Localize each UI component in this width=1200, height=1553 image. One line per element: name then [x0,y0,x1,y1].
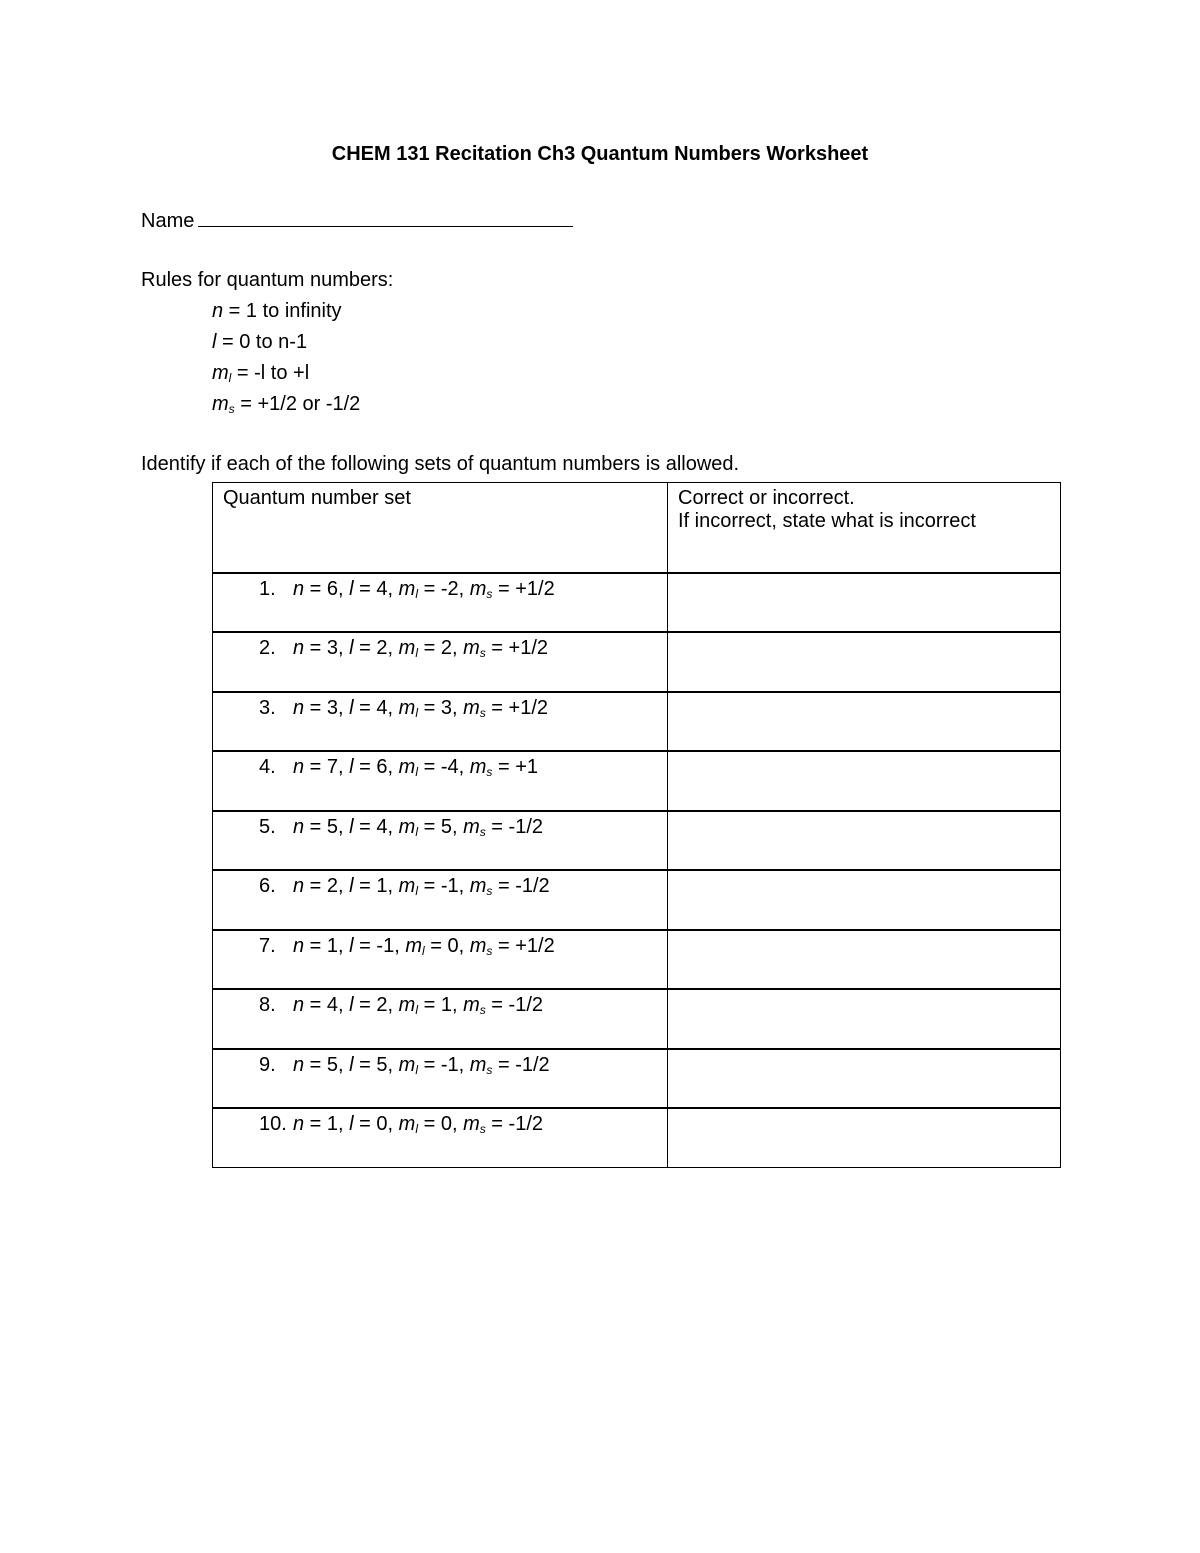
quantum-value: 1 [326,1113,339,1135]
operator-text: = [353,1053,377,1076]
subscript: s [479,1122,486,1136]
operator-text: = [418,577,441,600]
quantum-set-expression [293,1054,550,1076]
symbol-ms: m [469,934,487,957]
quantum-set-expression [293,578,555,600]
instruction-text: Identify if each of the following sets of quantum numbers is allowed. [141,453,740,475]
quantum-set-expression [293,697,548,719]
quantum-value: 2 [440,637,452,659]
symbol-l: l [349,875,354,897]
quantum-value: 4 [376,577,388,600]
quantum-value: +1/2 [515,934,555,957]
quantum-set-cell [213,930,668,990]
rule-symbol: m [212,362,229,384]
operator-text: , [338,577,350,600]
operator-text: , [458,934,470,957]
operator-text: , [451,637,464,659]
operator-text: , [387,994,399,1016]
rule-symbol: l [212,331,217,353]
rule-text: = -l to +l [231,362,310,384]
operator-text: = [353,875,377,897]
symbol-ms: m [463,637,480,659]
operator-text: , [458,1053,470,1076]
quantum-value: -1/2 [508,994,543,1016]
operator-text: , [458,756,470,778]
operator-text: , [338,815,350,838]
rule-ms [212,393,360,416]
table-row [213,1049,1061,1109]
quantum-value: 1 [440,994,452,1016]
quantum-set-cell [213,870,668,930]
table-row [213,632,1061,692]
quantum-value: -1 [440,1053,459,1076]
question-number: 3. [259,696,276,719]
answer-cell[interactable] [668,692,1061,752]
quantum-value: 0 [376,1113,388,1135]
symbol-n: n [293,696,305,719]
quantum-value: 0 [440,1113,452,1135]
table-row [213,870,1061,930]
symbol-n: n [293,934,305,957]
operator-text: = [418,815,441,838]
quantum-set-cell [213,751,668,811]
operator-text: = [353,815,377,838]
quantum-value: 3 [326,637,339,659]
operator-text: = [418,1053,441,1076]
symbol-l: l [349,815,354,838]
rule-n [212,300,342,323]
operator-text: , [451,1113,464,1135]
question-number: 1. [259,577,276,600]
quantum-value: 3 [440,696,452,719]
quantum-value: +1/2 [508,637,549,659]
quantum-set-cell [213,632,668,692]
operator-text: = [304,637,327,659]
symbol-l: l [349,1053,354,1076]
rule-text: = +1/2 or -1/2 [234,393,361,415]
operator-text: , [338,934,350,957]
subscript: l [415,824,419,839]
quantum-value: 1 [376,875,388,897]
operator-text: , [338,756,350,778]
quantum-value: 3 [326,696,339,719]
operator-text: = [304,994,327,1016]
symbol-ms: m [469,875,487,897]
operator-text: , [458,577,470,600]
symbol-ms: m [463,696,480,719]
name-field-row [141,206,573,233]
quantum-value: -1/2 [515,1053,550,1076]
symbol-l: l [349,934,354,957]
quantum-value: 6 [326,577,339,600]
quantum-set-expression [293,1113,543,1135]
operator-text: , [338,1053,350,1076]
answer-cell[interactable] [668,811,1061,871]
operator-text: , [387,875,399,897]
symbol-ml: m [398,815,416,838]
quantum-value: 5 [376,1053,388,1076]
operator-text: = [418,756,441,778]
rule-subscript: l [228,371,232,385]
quantum-value: -1/2 [515,875,550,897]
quantum-set-cell [213,573,668,633]
operator-text: , [387,696,399,719]
table-row [213,1108,1061,1168]
answer-cell[interactable] [668,1108,1061,1168]
quantum-value: 1 [326,934,339,957]
operator-text: = [485,637,509,659]
table-row [213,930,1061,990]
quantum-value: -2 [440,577,459,600]
question-number: 9. [259,1053,276,1076]
operator-text: , [451,994,464,1016]
quantum-set-expression [293,756,538,778]
rule-l [212,331,307,354]
quantum-set-expression [293,875,550,897]
quantum-value: -1/2 [508,1113,543,1135]
quantum-set-cell [213,811,668,871]
operator-text: , [387,637,399,659]
operator-text: = [485,696,509,719]
quantum-value: 5 [326,1053,339,1076]
symbol-ml: m [405,934,423,957]
answer-cell[interactable] [668,751,1061,811]
operator-text: = [353,577,377,600]
quantum-value: 4 [326,994,339,1016]
operator-text: = [485,815,509,838]
symbol-ms: m [463,815,480,838]
subscript: s [479,824,486,839]
question-number: 6. [259,875,276,897]
operator-text: = [418,994,441,1016]
quantum-set-cell [213,1049,668,1109]
subscript: l [415,765,419,779]
quantum-value: +1/2 [515,577,555,600]
operator-text: , [458,875,470,897]
quantum-value: -4 [440,756,459,778]
operator-text: = [353,756,377,778]
quantum-value: 2 [326,875,339,897]
symbol-ms: m [469,756,487,778]
header-correct-incorrect [668,483,1061,573]
quantum-value: 4 [376,815,388,838]
quantum-value: -1/2 [508,815,543,838]
quantum-value: 2 [376,637,388,659]
quantum-set-cell [213,692,668,752]
header-line-1: Correct or incorrect. [678,487,855,509]
quantum-set-cell [213,989,668,1049]
quantum-set-cell [213,1108,668,1168]
operator-text: = [418,1113,441,1135]
symbol-ms: m [463,1113,480,1135]
subscript: s [486,765,493,779]
answer-cell[interactable] [668,632,1061,692]
operator-text: , [394,934,406,957]
operator-text: = [304,1113,327,1135]
operator-text: , [387,1113,399,1135]
symbol-ml: m [398,994,416,1016]
operator-text: , [387,756,399,778]
subscript: l [415,586,419,601]
operator-text: = [353,934,377,957]
operator-text: , [451,696,464,719]
subscript: l [415,1062,419,1077]
subscript: l [415,705,419,720]
quantum-set-expression [293,994,543,1016]
symbol-l: l [349,994,354,1016]
answer-cell[interactable] [668,1049,1061,1109]
operator-text: = [304,1053,327,1076]
operator-text: = [353,637,377,659]
table-row [213,751,1061,811]
operator-text: = [485,994,509,1016]
symbol-n: n [293,1053,305,1076]
symbol-l: l [349,1113,354,1135]
symbol-ms: m [469,1053,487,1076]
operator-text: = [353,696,377,719]
subscript: s [479,705,486,720]
operator-text: = [418,637,441,659]
operator-text: = [492,577,516,600]
rule-subscript: s [228,402,235,416]
operator-text: , [387,815,399,838]
rules-heading: Rules for quantum numbers: [141,269,394,291]
operator-text: = [492,934,516,957]
quantum-value: 5 [440,815,452,838]
operator-text: = [485,1113,509,1135]
subscript: s [486,586,493,601]
subscript: l [415,1122,419,1136]
question-number: 8. [259,994,276,1016]
symbol-l: l [349,756,354,778]
subscript: l [422,943,425,958]
rule-ml [212,362,309,385]
symbol-ml: m [398,696,416,719]
quantum-value: -1 [440,875,459,897]
table-row [213,811,1061,871]
symbol-n: n [293,815,305,838]
subscript: s [486,1062,493,1077]
symbol-ml: m [398,1113,416,1135]
name-label: Name [141,210,195,232]
quantum-value: 5 [326,815,339,838]
quantum-numbers-table [212,482,1061,1168]
header-line-2: If incorrect, state what is incorrect [678,510,976,532]
quantum-value: 2 [376,994,388,1016]
operator-text: = [304,756,327,778]
answer-cell[interactable] [668,989,1061,1049]
symbol-n: n [293,577,305,600]
symbol-ml: m [398,875,416,897]
question-number: 7. [259,934,276,957]
quantum-value: 0 [447,934,459,957]
symbol-n: n [293,637,305,659]
symbol-ml: m [398,637,416,659]
quantum-value: 6 [376,756,388,778]
operator-text: , [338,696,350,719]
table-row [213,573,1061,633]
question-number: 5. [259,815,276,838]
operator-text: = [304,815,327,838]
symbol-ms: m [463,994,480,1016]
subscript: s [486,884,493,898]
operator-text: = [304,934,327,957]
operator-text: = [424,934,448,957]
name-blank-line[interactable] [198,206,573,227]
operator-text: , [387,1053,399,1076]
operator-text: = [353,994,377,1016]
operator-text: = [492,875,516,897]
operator-text: , [338,875,350,897]
answer-cell[interactable] [668,870,1061,930]
symbol-ml: m [398,756,416,778]
table-header-row [213,483,1061,573]
operator-text: , [338,1113,350,1135]
operator-text: , [451,815,464,838]
quantum-value: 7 [326,756,339,778]
rule-text: = 1 to infinity [223,300,342,322]
question-number: 2. [259,637,276,659]
symbol-n: n [293,994,305,1016]
quantum-set-expression [293,935,555,957]
answer-cell[interactable] [668,573,1061,633]
quantum-value: +1 [515,756,539,778]
subscript: l [415,884,419,898]
operator-text: , [338,637,350,659]
quantum-value: +1/2 [508,696,549,719]
symbol-l: l [349,577,354,600]
question-number: 4. [259,756,276,778]
operator-text: , [387,577,399,600]
operator-text: = [418,875,441,897]
question-number: 10. [259,1113,287,1135]
operator-text: = [304,696,327,719]
page-title: CHEM 131 Recitation Ch3 Quantum Numbers Worksheet [331,143,869,165]
quantum-set-expression [293,816,543,838]
symbol-n: n [293,875,305,897]
table-row [213,989,1061,1049]
subscript: l [415,646,419,660]
quantum-value: 4 [376,696,388,719]
symbol-ml: m [398,1053,416,1076]
header-quantum-set: Quantum number set [213,483,668,573]
operator-text: , [338,994,350,1016]
rule-symbol: m [212,393,229,415]
symbol-l: l [349,637,354,659]
subscript: l [415,1003,419,1017]
operator-text: = [353,1113,377,1135]
symbol-ms: m [469,577,487,600]
operator-text: = [492,1053,516,1076]
symbol-n: n [293,1113,305,1135]
symbol-l: l [349,696,354,719]
rule-text: = 0 to n-1 [216,331,308,353]
symbol-ml: m [398,577,416,600]
operator-text: = [304,577,327,600]
operator-text: = [304,875,327,897]
symbol-n: n [293,756,305,778]
subscript: s [479,646,486,660]
quantum-value: -1 [376,934,395,957]
table-row [213,692,1061,752]
rule-symbol: n [212,300,224,322]
subscript: s [479,1003,486,1017]
answer-cell[interactable] [668,930,1061,990]
operator-text: = [492,756,516,778]
operator-text: = [418,696,441,719]
subscript: s [486,943,493,958]
quantum-set-expression [293,637,548,659]
